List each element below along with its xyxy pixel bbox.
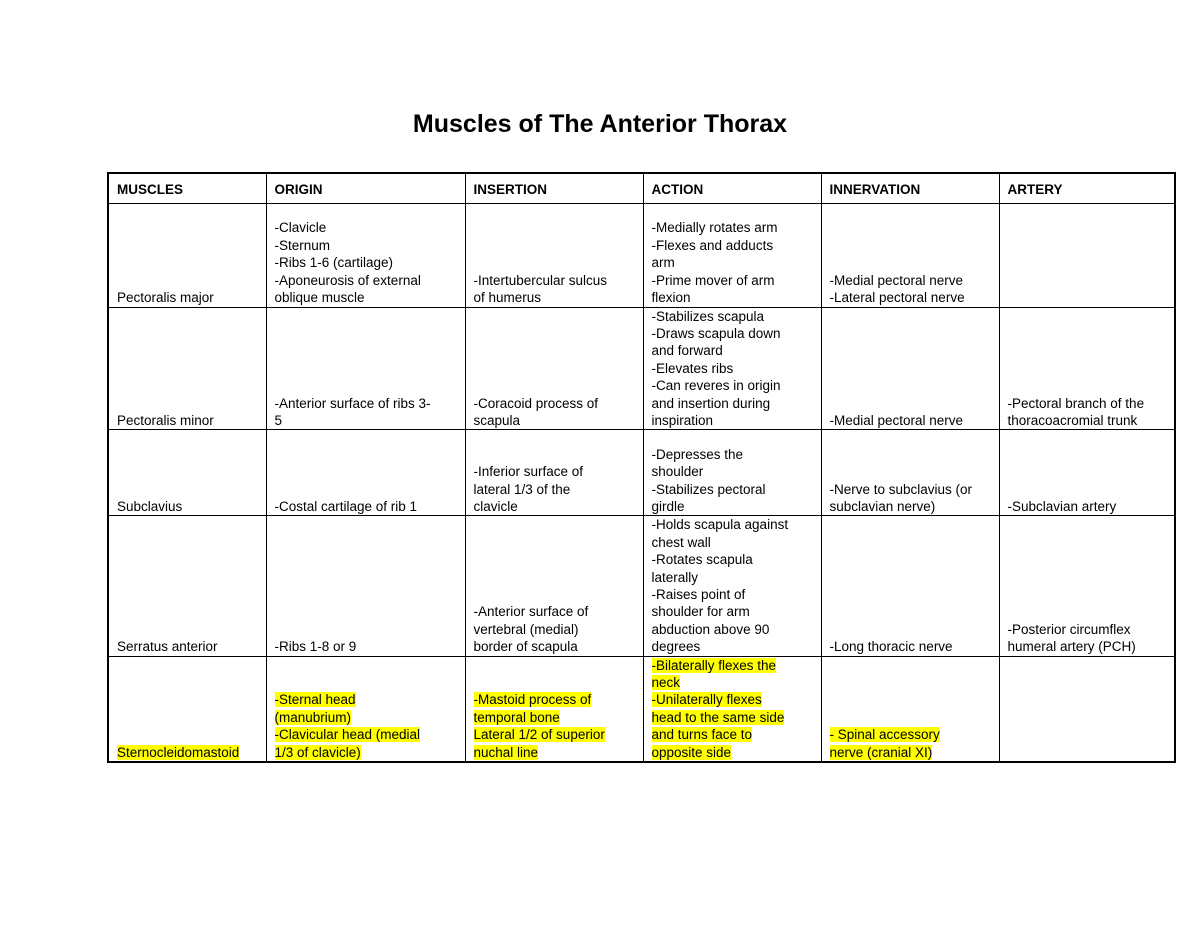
muscles-table [107,172,1176,763]
cell-innervation: -Medial pectoral nerve -Lateral pectoral nerve [821,203,999,307]
highlighted-text: Sternocleidomastoid [117,744,240,760]
cell-innervation [821,656,999,762]
table-header-row [108,173,1175,203]
cell-muscle: Subclavius [108,430,266,516]
cell-artery [999,656,1175,762]
cell-artery: -Subclavian artery [999,430,1175,516]
header-artery: ARTERY [999,173,1175,203]
page-title: Muscles of The Anterior Thorax [412,110,788,138]
table-row [108,516,1175,656]
table-row [108,430,1175,516]
cell-action: -Stabilizes scapula -Draws scapula down and forward -Elevates ribs -Can reveres in origin and insertion during inspiration [643,307,821,430]
cell-innervation: -Long thoracic nerve [821,516,999,656]
cell-insertion: -Coracoid process of scapula [465,307,643,430]
cell-insertion: -Intertubercular sulcus of humerus [465,203,643,307]
cell-muscle: Serratus anterior [108,516,266,656]
cell-action: -Medially rotates arm -Flexes and adducts arm -Prime mover of arm flexion [643,203,821,307]
cell-insertion: -Anterior surface of vertebral (medial) border of scapula [465,516,643,656]
header-action: ACTION [643,173,821,203]
table-row [108,203,1175,307]
cell-action: -Holds scapula against chest wall -Rotates scapula laterally -Raises point of shoulder for arm abduction above 90 degrees [643,516,821,656]
cell-origin [266,656,465,762]
cell-action: -Depresses the shoulder -Stabilizes pectoral girdle [643,430,821,516]
header-insertion: INSERTION [465,173,643,203]
cell-innervation: -Nerve to subclavius (or subclavian nerve) [821,430,999,516]
table-row [108,656,1175,762]
cell-action [643,656,821,762]
cell-artery: -Posterior circumflex humeral artery (PCH) [999,516,1175,656]
cell-artery: -Pectoral branch of the thoracoacromial trunk [999,307,1175,430]
cell-muscle: Pectoralis major [108,203,266,307]
cell-artery [999,203,1175,307]
header-muscles: MUSCLES [108,173,266,203]
cell-origin: -Ribs 1-8 or 9 [266,516,465,656]
table-row [108,307,1175,430]
cell-origin: -Clavicle -Sternum -Ribs 1-6 (cartilage) -Aponeurosis of external oblique muscle [266,203,465,307]
cell-origin: -Anterior surface of ribs 3- 5 [266,307,465,430]
cell-muscle [108,656,266,762]
highlighted-text: - Spinal accessory nerve (cranial XI) [829,727,940,760]
cell-insertion [465,656,643,762]
cell-muscle: Pectoralis minor [108,307,266,430]
header-innervation: INNERVATION [821,173,999,203]
highlighted-text: -Bilaterally flexes the neck -Unilaterally flexes head to the same side and turns face to opposite side [651,657,785,760]
highlighted-text: -Mastoid process of temporal bone Lateral 1/2 of superior nuchal line [473,692,605,760]
highlighted-text: -Sternal head (manubrium) -Clavicular head (medial 1/3 of clavicle) [274,692,421,760]
header-origin: ORIGIN [266,173,465,203]
cell-origin: -Costal cartilage of rib 1 [266,430,465,516]
cell-insertion: -Inferior surface of lateral 1/3 of the clavicle [465,430,643,516]
cell-innervation: -Medial pectoral nerve [821,307,999,430]
